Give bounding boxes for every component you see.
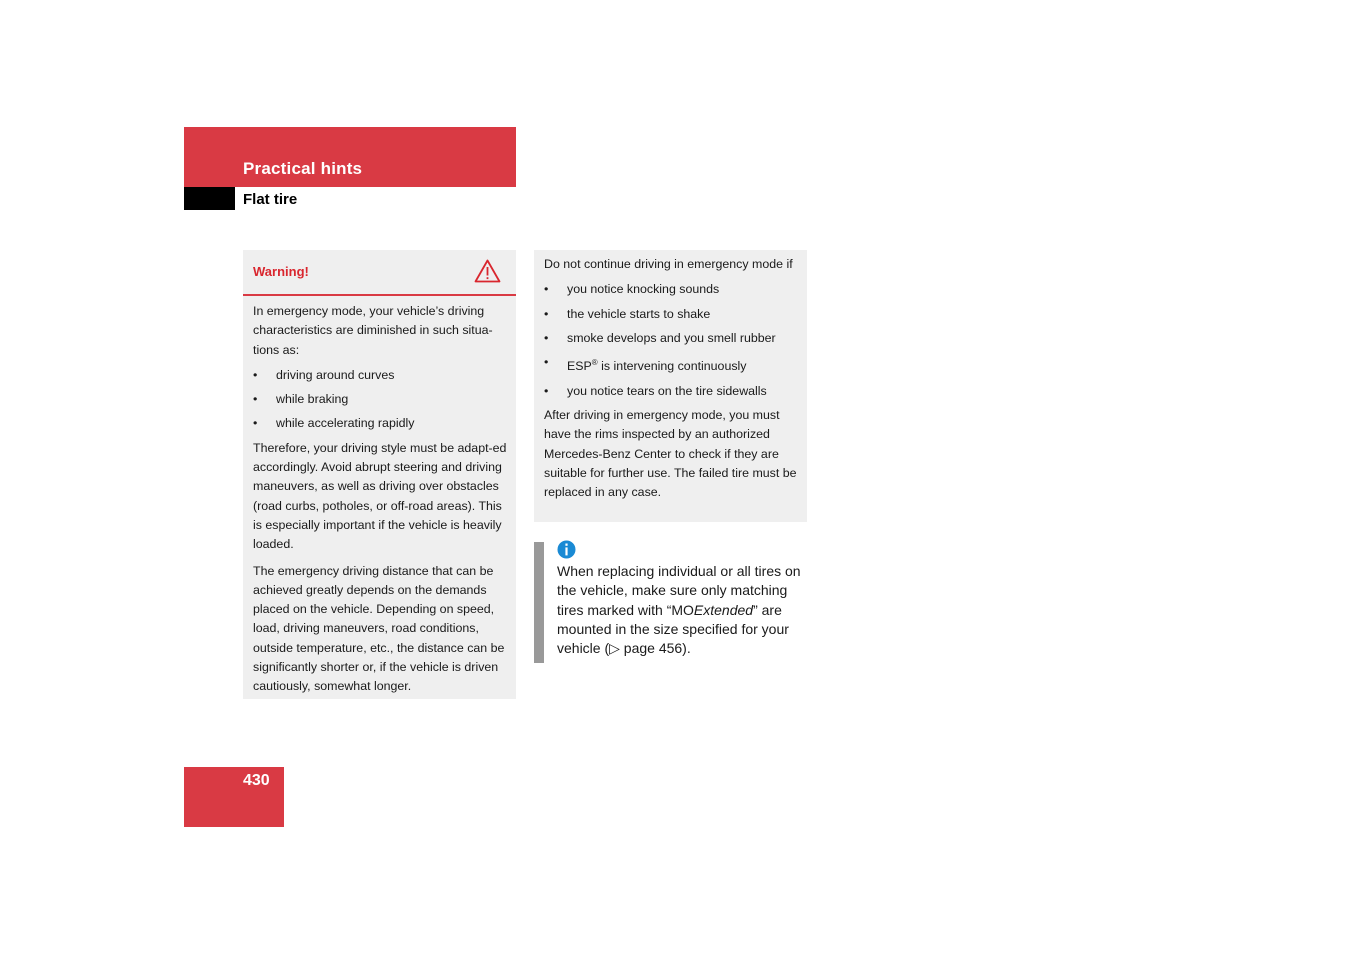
warning-header	[243, 250, 516, 296]
section-tab-marker	[184, 187, 235, 210]
info-note-text	[557, 562, 809, 658]
warning-paragraph-driving-style: Therefore, your driving style must be adapt-ed accordingly. Avoid abrupt steering and driving maneuvers, as well as driving over obstacles (road curbs, potholes, or off-road areas). This is especially important if the vehicle is heavily loaded.	[253, 440, 507, 552]
warning-box	[243, 250, 516, 699]
warning-situations-list	[253, 366, 508, 434]
info-text-italic: Extended	[693, 601, 754, 618]
page-number: 430	[243, 772, 270, 789]
esp-label: ESP	[567, 359, 592, 374]
subsection-title: Flat tire	[243, 191, 298, 208]
continuation-paragraph-rims: After driving in emergency mode, you must have the rims inspected by an authorized Mercedes-Benz Center to check if they are suitable for further use. The failed tire must be replaced in any case.	[544, 407, 797, 500]
esp-condition-text: is intervening continuously	[601, 359, 747, 374]
registered-mark: ®	[591, 358, 598, 368]
warning-continuation-box	[534, 250, 807, 522]
list-item	[544, 353, 799, 376]
list-item: • smoke develops and you smell rubber	[544, 329, 799, 348]
info-side-bar	[534, 542, 544, 663]
list-item: • while accelerating rapidly	[253, 414, 508, 433]
list-item: • you notice knocking sounds	[544, 280, 799, 299]
warning-intro: In emergency mode, your vehicle’s driving characteristics are diminished in such situa-tions as:	[253, 304, 493, 357]
info-icon	[557, 540, 576, 559]
warning-paragraph-distance: The emergency driving distance that can be achieved greatly depends on the demands placed on the vehicle. Depending on speed, load, driving maneuvers, road conditions, outside temperature, etc., the distance can be significantly shorter or, if the vehicle is driven cautiously, somewhat longer.	[253, 563, 505, 694]
info-text-end: ” are mounted in the size specified for your vehicle (▷ page 456).	[557, 601, 789, 657]
list-item: • the vehicle starts to shake	[544, 305, 799, 324]
info-text-start: When replacing individual or all tires on the vehicle, make sure only matching tires marked with “MO	[557, 563, 801, 618]
list-item: • driving around curves	[253, 366, 508, 385]
stop-conditions-list	[544, 280, 799, 401]
continuation-intro: Do not continue driving in emergency mode if	[544, 257, 793, 271]
continuation-body	[534, 250, 807, 502]
warning-triangle-icon	[474, 259, 501, 283]
warning-title: Warning!	[253, 264, 309, 279]
warning-body	[243, 296, 516, 697]
list-item: • while braking	[253, 390, 508, 409]
section-title: Practical hints	[243, 159, 363, 178]
list-item: • you notice tears on the tire sidewalls	[544, 382, 799, 401]
